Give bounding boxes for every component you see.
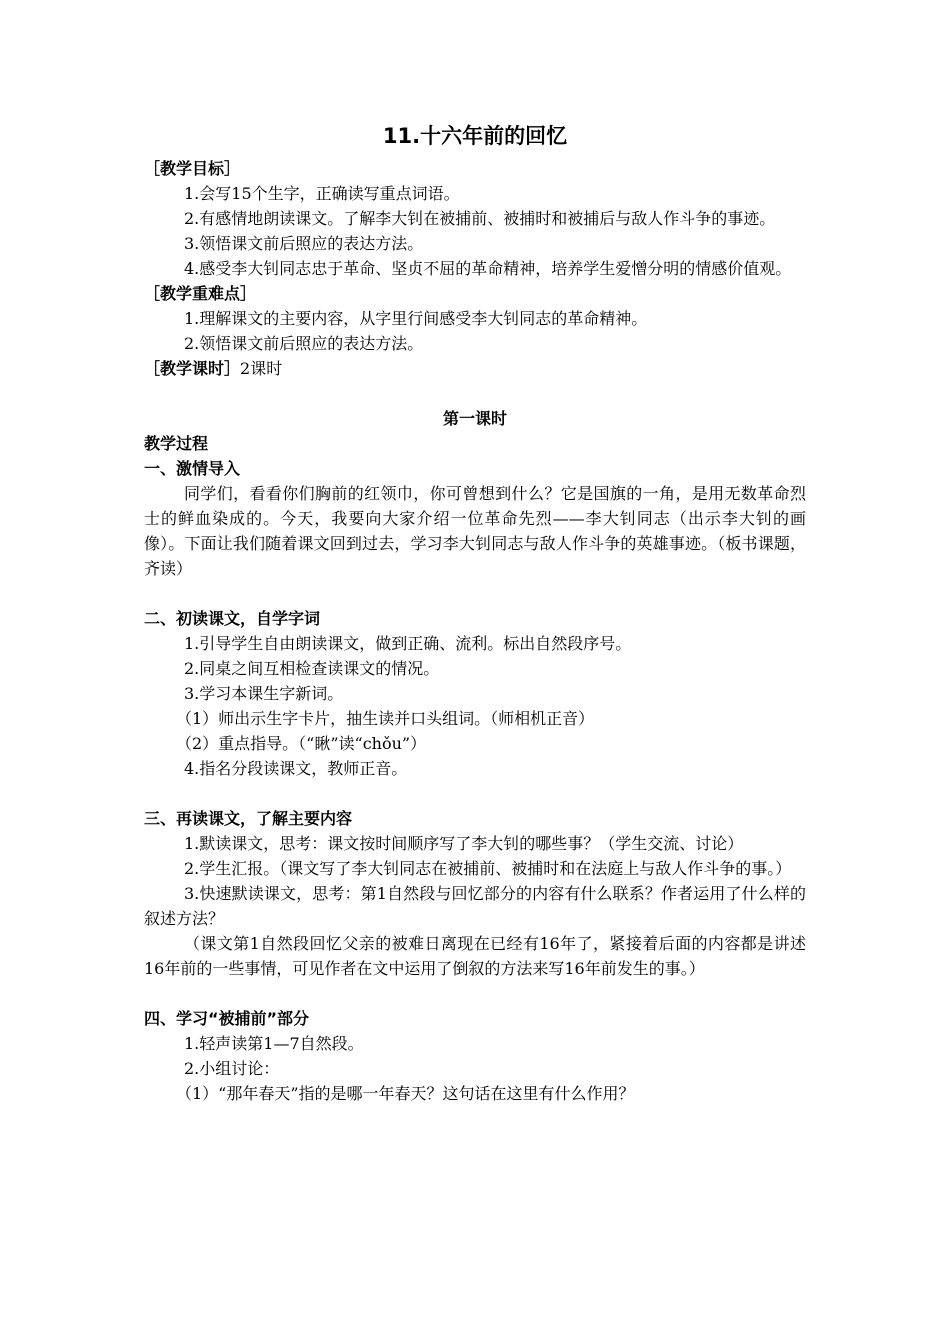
class-hours-value: 2课时 xyxy=(240,359,283,378)
goal-item: 4.感受李大钊同志忠于革命、坚贞不屈的革命精神，培养学生爱憎分明的情感价值观。 xyxy=(184,259,792,278)
section-item: 2.学生汇报。（课文写了李大钊同志在被捕前、被捕时和在法庭上与敌人作斗争的事。） xyxy=(184,859,792,878)
process-heading: 教学过程 xyxy=(144,434,209,453)
section-item: （1）师出示生字卡片，抽生读并口头组词。（师相机正音） xyxy=(176,709,595,728)
section-item: 4.指名分段读课文，教师正音。 xyxy=(184,759,408,778)
goals-heading: ［教学目标］ xyxy=(144,159,241,178)
section-item: 1.默读课文，思考：课文按时间顺序写了李大钊的哪些事？（学生交流、讨论） xyxy=(184,834,744,853)
section-item: 3.学习本课生字新词。 xyxy=(184,684,344,703)
goal-item: 3.领悟课文前后照应的表达方法。 xyxy=(184,234,424,253)
document-title: 11.十六年前的回忆 xyxy=(382,124,568,148)
section-item: 3.快速默读课文，思考：第1自然段与回忆部分的内容有什么联系？作者运用了什么样的叙述方法？ xyxy=(144,884,806,928)
spacer xyxy=(144,981,806,1006)
spacer xyxy=(144,581,806,606)
section-paragraph: 同学们，看看你们胸前的红领巾，你可曾想到什么？它是国旗的一角，是用无数革命烈士的鲜血染成的。今天，我要向大家介绍一位革命先烈——李大钊同志（出示李大钊的画像）。下面让我们随着课文回到过去，学习李大钊同志与敌人作斗争的英雄事迹。（板书课题，齐读） xyxy=(144,484,806,578)
goal-item: 1.会写15个生字，正确读写重点词语。 xyxy=(184,184,460,203)
class-hours-line xyxy=(144,356,806,381)
spacer xyxy=(144,381,806,406)
document-page xyxy=(144,116,806,1106)
class-hours-heading: ［教学课时］ xyxy=(144,359,241,378)
section-heading: 四、学习“被捕前”部分 xyxy=(144,1009,310,1028)
section-item: 2.小组讨论： xyxy=(184,1059,280,1078)
section-item: （1）“那年春天”指的是哪一年春天？这句话在这里有什么作用？ xyxy=(176,1084,635,1103)
key-points-heading: ［教学重难点］ xyxy=(144,284,257,303)
section-heading: 一、激情导入 xyxy=(144,459,241,478)
key-point-item: 2.领悟课文前后照应的表达方法。 xyxy=(184,334,424,353)
lesson-heading: 第一课时 xyxy=(442,409,507,428)
section-heading: 三、再读课文，了解主要内容 xyxy=(144,809,353,828)
spacer xyxy=(144,781,806,806)
section-item: 1.轻声读第1—7自然段。 xyxy=(184,1034,364,1053)
goal-item: 2.有感情地朗读课文。了解李大钊在被捕前、被捕时和被捕后与敌人作斗争的事迹。 xyxy=(184,209,776,228)
section-item: （课文第1自然段回忆父亲的被难日离现在已经有16年了，紧接着后面的内容都是讲述16年前的一些事情，可见作者在文中运用了倒叙的方法来写16年前发生的事。） xyxy=(144,934,806,978)
section-item: 1.引导学生自由朗读课文，做到正确、流利。标出自然段序号。 xyxy=(184,634,632,653)
section-item: （2）重点指导。（“瞅”读“chǒu”） xyxy=(176,734,427,753)
section-heading: 二、初读课文，自学字词 xyxy=(144,609,321,628)
key-point-item: 1.理解课文的主要内容，从字里行间感受李大钊同志的革命精神。 xyxy=(184,309,648,328)
section-item: 2.同桌之间互相检查读课文的情况。 xyxy=(184,659,440,678)
